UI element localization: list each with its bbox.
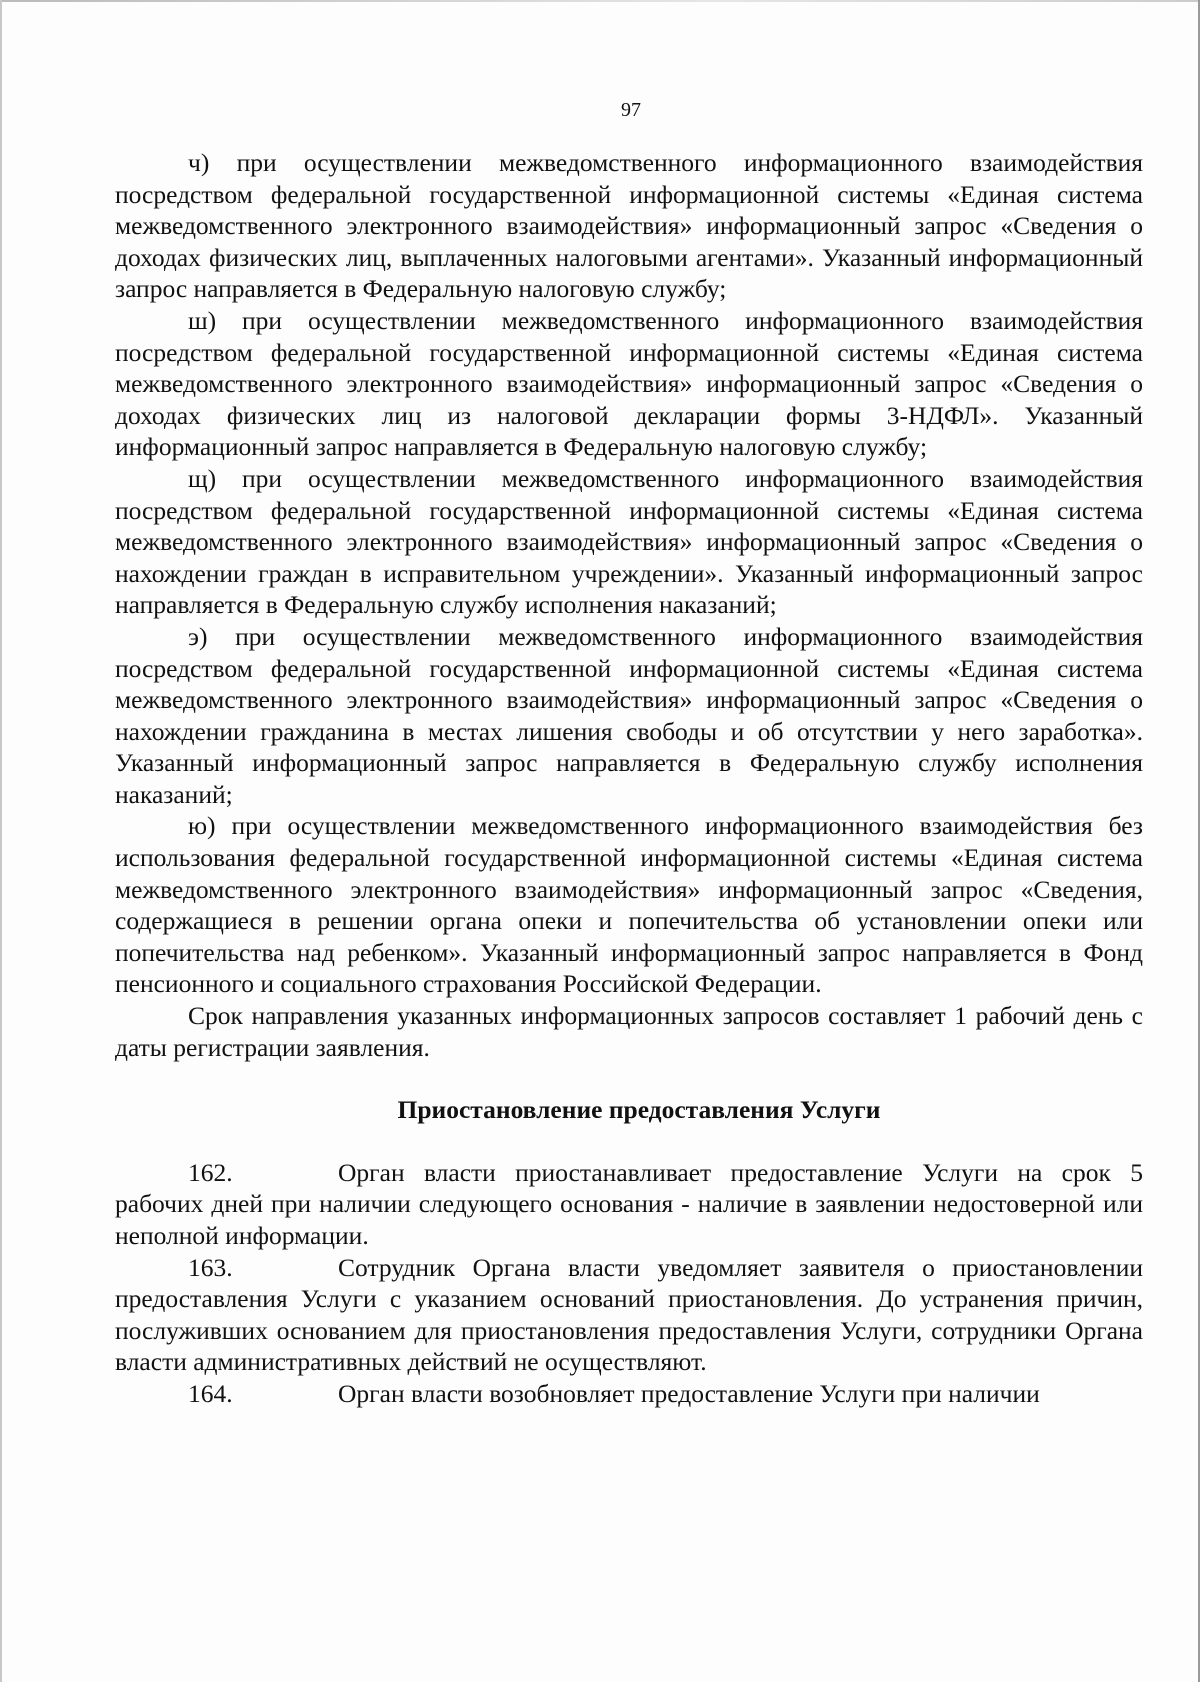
document-body bbox=[115, 147, 1143, 1410]
scan-edge-top bbox=[0, 0, 1200, 2]
paragraph-e: э) при осуществлении межведомственного информационного взаимодействия посредством федеральной государственной информационной системы «Единая система межведомственного электронного взаимодействия» информационный запрос «Сведения о нахождении гражданина в местах лишения свободы и об отсутствии у него заработка». Указанный информационный запрос направляется в Федеральную службу исполнения наказаний; bbox=[115, 621, 1143, 809]
scan-edge-left bbox=[0, 0, 2, 1682]
numbered-item-164 bbox=[115, 1378, 1143, 1410]
item-text: Орган власти приостанавливает предоставление Услуги на срок 5 рабочих дней при наличии следующего основания - наличие в заявлении недостоверной или неполной информации. bbox=[115, 1157, 1143, 1250]
item-number: 164. bbox=[188, 1378, 233, 1408]
paragraph-ch: ч) при осуществлении межведомственного информационного взаимодействия посредством федеральной государственной информационной системы «Единая система межведомственного электронного взаимодействия» информационный запрос «Сведения о доходах физических лиц, выплаченных налоговыми агентами». Указанный информационный запрос направляется в Федеральную налоговую службу; bbox=[115, 148, 1143, 304]
numbered-item-163 bbox=[115, 1252, 1143, 1378]
numbered-item-162 bbox=[115, 1157, 1143, 1252]
item-text: Орган власти возобновляет предоставление Услуги при наличии bbox=[338, 1378, 1040, 1408]
paragraph-sh: ш) при осуществлении межведомственного информационного взаимодействия посредством федеральной государственной информационной системы «Единая система межведомственного электронного взаимодействия» информационный запрос «Сведения о доходах физических лиц из налоговой декларации формы 3-НДФЛ». Указанный информационный запрос направляется в Федеральную налоговую службу; bbox=[115, 305, 1143, 462]
paragraph-shch: щ) при осуществлении межведомственного информационного взаимодействия посредством федеральной государственной информационной системы «Единая система межведомственного электронного взаимодействия» информационный запрос «Сведения о нахождении граждан в исправительном учреждении». Указанный информационный запрос направляется в Федеральную службу исполнения наказаний; bbox=[115, 463, 1143, 620]
item-number: 162. bbox=[188, 1157, 233, 1187]
section-heading: Приостановление предоставления Услуги bbox=[397, 1095, 881, 1125]
paragraph-yu: ю) при осуществлении межведомственного информационного взаимодействия без использования федеральной государственной информационной системы «Единая система межведомственного электронного взаимодействия» информационный запрос «Сведения, содержащиеся в решении органа опеки и попечительства об установлении опеки или попечительства над ребенком». Указанный информационный запрос направляется в Фонд пенсионного и социального страхования Российской Федерации. bbox=[115, 811, 1143, 999]
page-number: 97 bbox=[621, 99, 641, 121]
paragraph-deadline: Срок направления указанных информационных запросов составляет 1 рабочий день с даты регистрации заявления. bbox=[115, 1001, 1143, 1062]
item-text: Сотрудник Органа власти уведомляет заявителя о приостановлении предоставления Услуги с указанием оснований приостановления. До устранения причин, послуживших основанием для приостановления предоставления Услуги, сотрудники Органа власти административных действий не осуществляют. bbox=[115, 1252, 1143, 1377]
item-number: 163. bbox=[188, 1252, 233, 1282]
